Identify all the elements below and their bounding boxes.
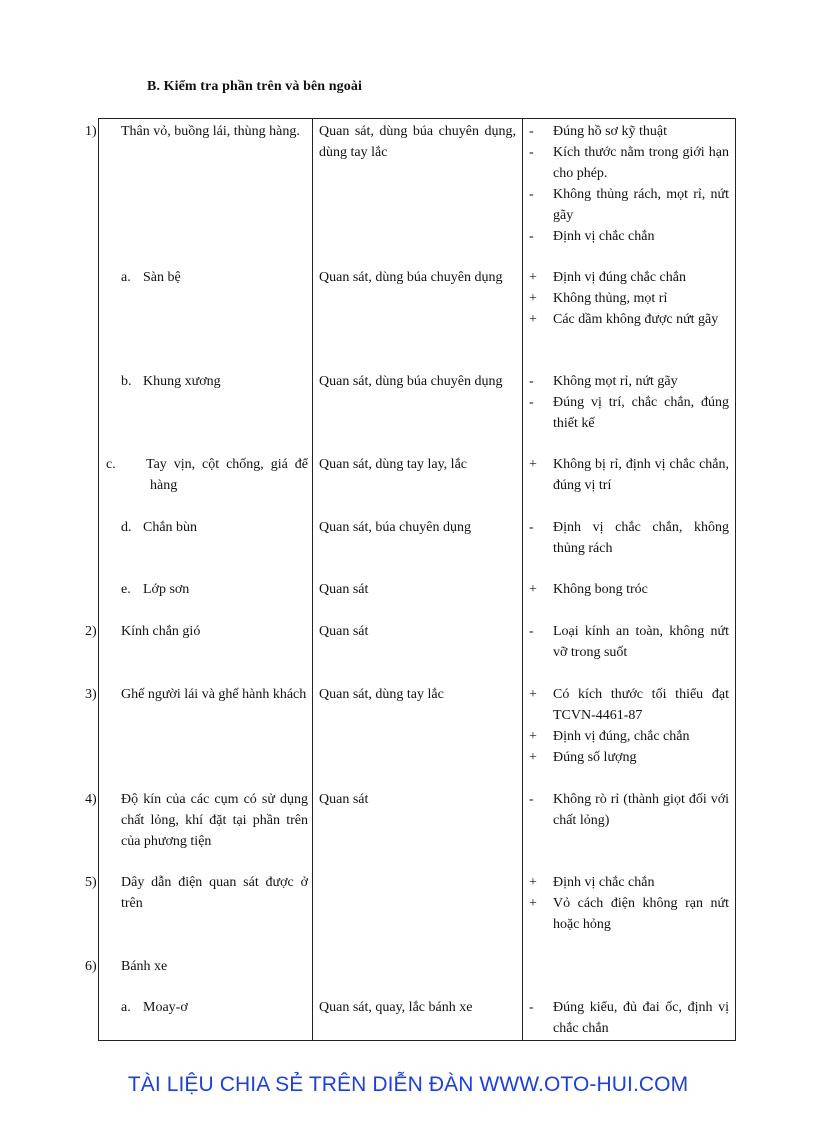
requirement-cell	[523, 515, 736, 577]
requirement-text: Loại kính an toàn, không nứt vỡ trong suốt	[553, 623, 729, 660]
method-text: Quan sát	[319, 791, 369, 807]
section-title: B. Kiểm tra phần trên và bên ngoài	[147, 79, 362, 94]
requirement-line	[527, 789, 729, 831]
item-cell	[85, 619, 313, 682]
requirement-marker: +	[529, 581, 537, 597]
requirement-text: Không thủng rách, mọt rỉ, nứt gãy	[553, 187, 729, 223]
item-text: Chắn bùn	[143, 519, 198, 535]
requirement-marker: -	[529, 145, 534, 160]
item-cell	[85, 119, 313, 265]
requirement-line	[527, 579, 729, 600]
item-label: b.	[121, 373, 132, 389]
method-text: Quan sát	[319, 623, 369, 639]
item-text: Thân vỏ, buồng lái, thùng hàng.	[121, 124, 300, 139]
requirement-text: Định vị chắc chắn	[553, 874, 655, 890]
requirement-marker: -	[529, 187, 534, 202]
method-cell	[313, 515, 523, 577]
requirement-line	[527, 267, 729, 288]
table-row	[99, 995, 736, 1041]
requirement-marker: -	[529, 124, 534, 139]
requirement-marker: +	[529, 311, 537, 327]
requirement-text: Có kích thước tối thiểu đạt TCVN-4461-87	[553, 686, 729, 723]
requirement-text: Đúng số lượng	[553, 749, 637, 765]
item-label: 1)	[85, 124, 97, 139]
requirement-cell	[523, 577, 736, 619]
method-cell	[313, 369, 523, 452]
table-row	[99, 682, 736, 787]
table-row	[99, 119, 736, 265]
requirement-line	[527, 142, 729, 184]
method-cell	[313, 787, 523, 870]
method-text: Quan sát, quay, lắc bánh xe	[319, 999, 473, 1015]
requirement-text: Định vị chắc chắn, không thủng rách	[553, 519, 729, 556]
requirement-marker: -	[529, 999, 534, 1015]
table-row	[99, 452, 736, 515]
method-text: Quan sát, dùng búa chuyên dụng	[319, 373, 503, 389]
requirement-marker: -	[529, 373, 534, 389]
item-cell	[85, 787, 313, 870]
item-cell	[99, 995, 313, 1041]
item-cell	[85, 682, 313, 787]
requirement-cell	[523, 787, 736, 870]
requirement-text: Không bong tróc	[553, 581, 648, 597]
requirement-line	[527, 997, 729, 1039]
table-row	[99, 577, 736, 619]
requirement-marker: -	[529, 519, 534, 535]
requirement-marker: -	[529, 623, 534, 639]
item-label: a.	[121, 269, 131, 285]
requirement-line	[527, 226, 729, 247]
table-row	[99, 870, 736, 954]
requirement-text: Không bị rỉ, định vị chắc chắn, đúng vị trí	[553, 456, 729, 493]
requirement-marker: +	[529, 456, 537, 472]
item-label: a.	[121, 999, 131, 1015]
item-label: d.	[121, 519, 132, 535]
method-cell	[313, 452, 523, 515]
requirement-line	[527, 684, 729, 726]
requirement-marker: -	[529, 229, 534, 244]
table-row	[99, 619, 736, 682]
requirement-line	[527, 392, 729, 434]
requirement-marker: -	[529, 394, 534, 410]
item-label: c.	[106, 456, 116, 472]
item-label: 6)	[85, 958, 97, 974]
method-cell	[313, 954, 523, 995]
requirement-marker: +	[529, 728, 537, 744]
method-cell	[313, 619, 523, 682]
method-cell	[313, 870, 523, 954]
method-cell	[313, 119, 523, 265]
requirement-marker: +	[529, 290, 537, 306]
item-text: Độ kín của các cụm có sử dụng chất lỏng, khí đặt tại phần trên của phương tiện	[121, 791, 308, 849]
item-cell	[99, 452, 313, 515]
requirement-cell	[523, 119, 736, 265]
method-text: Quan sát	[319, 581, 369, 597]
requirement-line	[527, 454, 729, 496]
item-cell	[99, 515, 313, 577]
forum-footer-banner: TÀI LIỆU CHIA SẺ TRÊN DIỄN ĐÀN WWW.OTO-HUI.COM	[127, 1073, 689, 1096]
requirement-line	[527, 184, 729, 226]
requirement-cell	[523, 619, 736, 682]
method-text: Quan sát, dùng tay lắc	[319, 686, 444, 702]
requirement-line	[527, 621, 729, 663]
item-text: Bánh xe	[121, 958, 168, 974]
requirement-text: Vỏ cách điện không rạn nứt hoặc hỏng	[553, 895, 729, 932]
item-text: Lớp sơn	[143, 581, 190, 597]
requirement-text: Không rò rỉ (thành giọt đối với chất lỏng)	[553, 791, 729, 828]
item-label: 4)	[85, 791, 97, 807]
requirement-cell	[523, 452, 736, 515]
requirement-text: Đúng vị trí, chắc chắn, đúng thiết kế	[553, 394, 729, 431]
method-cell	[313, 265, 523, 369]
item-label: e.	[121, 581, 131, 597]
requirement-line	[527, 726, 729, 747]
method-text: Quan sát, búa chuyên dụng	[319, 519, 472, 535]
requirement-line	[527, 309, 729, 330]
item-text: Dây dẫn điện quan sát được ở trên	[121, 874, 308, 911]
requirement-text: Định vị chắc chắn	[553, 229, 655, 244]
requirement-text: Không thủng, mọt rỉ	[553, 290, 668, 306]
requirement-marker: +	[529, 686, 537, 702]
method-text: Quan sát, dùng búa chuyên dụng, dùng tay lắc	[319, 124, 516, 160]
requirement-line	[527, 371, 729, 392]
item-label: 2)	[85, 623, 97, 639]
requirement-line	[527, 747, 729, 768]
requirement-marker: +	[529, 874, 537, 890]
requirement-text: Không mọt rỉ, nứt gãy	[553, 373, 678, 389]
item-cell	[99, 369, 313, 452]
requirement-line	[527, 872, 729, 893]
method-cell	[313, 682, 523, 787]
item-cell	[85, 870, 313, 954]
requirement-text: Đúng kiểu, đủ đai ốc, định vị chắc chắn	[553, 999, 729, 1036]
requirement-text: Đúng hồ sơ kỹ thuật	[553, 124, 667, 139]
method-text: Quan sát, dùng búa chuyên dụng	[319, 269, 503, 285]
requirement-cell	[523, 954, 736, 995]
item-cell	[99, 265, 313, 369]
table-row	[99, 265, 736, 369]
table-row	[99, 515, 736, 577]
item-text: Sàn bệ	[143, 269, 181, 285]
method-cell	[313, 995, 523, 1041]
requirement-cell	[523, 995, 736, 1041]
requirement-text: Kích thước nằm trong giới hạn cho phép.	[553, 145, 729, 181]
requirement-cell	[523, 369, 736, 452]
requirement-marker: +	[529, 895, 537, 911]
requirement-line	[527, 517, 729, 559]
requirement-cell	[523, 265, 736, 369]
requirement-cell	[523, 682, 736, 787]
requirement-line	[527, 288, 729, 309]
item-text: Ghế người lái và ghế hành khách	[121, 686, 307, 702]
item-text: Kính chắn gió	[121, 623, 201, 639]
requirement-marker: +	[529, 269, 537, 285]
table-row	[99, 369, 736, 452]
item-cell	[85, 954, 313, 995]
requirement-line	[527, 893, 729, 935]
requirement-cell	[523, 870, 736, 954]
requirement-marker: -	[529, 791, 534, 807]
item-cell	[99, 577, 313, 619]
item-text: Tay vịn, cột chống, giá để hàng	[146, 456, 308, 493]
requirement-text: Định vị đúng chắc chắn	[553, 269, 686, 285]
method-text	[313, 954, 522, 956]
method-text: Quan sát, dùng tay lay, lắc	[319, 456, 467, 472]
method-text	[313, 870, 522, 872]
inspection-table	[85, 118, 736, 1041]
requirement-text: Các dầm không được nứt gãy	[553, 311, 719, 327]
requirement-line	[527, 121, 729, 142]
item-label: 5)	[85, 874, 97, 890]
item-text: Moay-ơ	[143, 999, 188, 1015]
table-row	[99, 787, 736, 870]
requirement-marker: +	[529, 749, 537, 765]
table-row	[99, 954, 736, 995]
method-cell	[313, 577, 523, 619]
item-text: Khung xương	[143, 373, 221, 389]
item-label: 3)	[85, 686, 97, 702]
requirement-text: Định vị đúng, chắc chắn	[553, 728, 690, 744]
